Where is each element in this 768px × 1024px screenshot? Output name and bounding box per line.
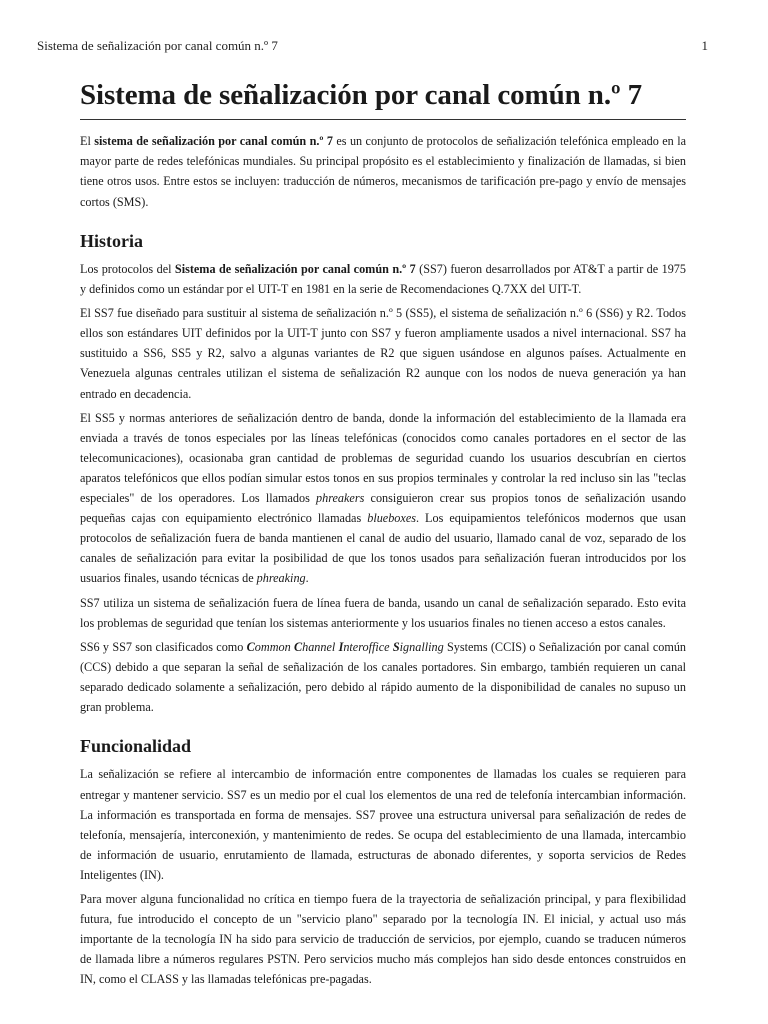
running-header <box>37 38 708 54</box>
article-body <box>80 77 686 994</box>
text-run: es un conjunto de protocolos de señalización telefónica empleado en la mayor parte de redes telefónicas mundiales. Su principal propósito es el establecimiento y finalización de llamadas, si bien tiene otros usos. Entre estos se incluyen: traducción de números, mecanismos de tarificación pre-pago y envío de mensajes cortos (SMS). <box>80 134 686 209</box>
historia-paragraph-3 <box>80 408 686 589</box>
text-run: consiguieron crear sus propios tonos de señalización usando pequeñas cajas con equipamiento electrónico llamadas <box>80 491 686 526</box>
funcionalidad-paragraph-2: Para mover alguna funcionalidad no crítica en tiempo fuera de la trayectoria de señalización principal, y para flexibilidad futura, fue introducido el concepto de un "servicio plano" separado por la tecnología IN. El inicial, y actual uso más importante de la tecnología IN ha sido para servicio de traducción de servicios, por ejemplo, cuando se traducen números de llamada libre a números regulares PSTN. Pero servicios mucho más complejos han sido desde entonces construidos en IN, como el CLASS y las llamadas telefónicas pre-pagadas. <box>80 892 686 987</box>
acronym-letter: I <box>338 639 344 654</box>
historia-paragraph-4: SS7 utiliza un sistema de señalización fuera de línea fuera de banda, usando un canal de señalización separado. Esto evita los problemas de seguridad que tenían los sistemas anteriormente y los usuarios finales no tienen acceso a estos canales. <box>80 595 686 630</box>
bold-term: sistema de señalización por canal común n.º 7 <box>94 134 333 149</box>
acronym-rest: hannel <box>302 639 339 654</box>
text-run: Systems (CCIS) o Señalización por canal común (CCS) debido a que separan la señal de señalización de los canales portadores. Sin embargo, también requieren un canal separado dedicado solamente a señalización, pero debido al rápido aumento de la disponibilidad de canales no supuso un gran problema. <box>80 639 687 714</box>
text-run: El <box>80 134 95 149</box>
historia-paragraph-2: El SS7 fue diseñado para sustituir al sistema de señalización n.º 5 (SS5), el sistema de señalización n.º 6 (SS6) y R2. Todos ellos son estándares UIT definidos por la UIT-T junto con SS7 y fueron ampliamente usados a nivel internacional. SS7 ha sustituido a SS6, SS5 y R2, salvo a algunas variantes de R2 que siguen usándose en algunos países. Actualmente en Venezuela algunas centrales utilizan el sistema de señalización R2 aunque con los nodos de nueva generación ya han entrado en decadencia. <box>80 306 686 401</box>
section-heading-historia: Historia <box>80 230 143 251</box>
historia-paragraph-1 <box>80 259 686 299</box>
historia-paragraph-5 <box>80 637 686 717</box>
italic-term: phreaking <box>256 571 306 586</box>
text-run: . Los equipamientos telefónicos modernos que usan protocolos de señalización fuera de banda mantienen el canal de audio del usuario, llamado canal de voz, separado de los canales de señalización para evitar la posibilidad de que los tonos usados para señalización fueran introducidos por los usuarios finales, usando técnicas de <box>80 511 686 586</box>
italic-term: phreakers <box>316 491 365 506</box>
text-run: (SS7) fueron desarrollados por AT&T a partir de 1975 y definidos como un estándar por el UIT-T en 1981 en la serie de Recomendaciones Q.7XX del UIT-T. <box>80 262 686 297</box>
funcionalidad-paragraph-1: La señalización se refiere al intercambio de información entre componentes de llamadas los cuales se requieren para entregar y mantener servicio. SS7 es un medio por el cual los elementos de una red de telefonía intercambian información. La información es transportada en forma de mensajes. SS7 provee una estructura universal para señalización de redes de telefonía, mensajería, interconexión, y mantenimiento de redes. Se ocupa del establecimiento de una llamada, intercambio de información de usuario, enrutamiento de llamada, estructuras de abonado diferentes, y soporta servicios de Redes Inteligentes (IN). <box>80 767 686 882</box>
text-run: El SS5 y normas anteriores de señalización dentro de banda, donde la información del establecimiento de la llamada era enviada a través de tonos especiales por las líneas telefónicas (conocidos como canales portadores en el sector de las telecomunicaciones), ocasionaba gran cantidad de problemas de seguridad cuando los usuarios descubrían en ciertos aparatos telefónicos que ellos podían simular estos tonos en sus propios terminales y controlar la red incluso sin las "teclas especiales" de los operadores. Los llamados <box>80 410 686 506</box>
acronym-rest: ommon <box>254 639 294 654</box>
italic-term: blueboxes <box>367 511 416 526</box>
acronym-letter: S <box>392 639 400 654</box>
text-run: . <box>305 571 309 586</box>
text-run: Los protocolos del <box>80 262 175 277</box>
acronym-letter: C <box>246 639 255 654</box>
running-title: Sistema de señalización por canal común n.º 7 <box>37 38 278 53</box>
acronym-letter: C <box>293 639 303 654</box>
page-number: 1 <box>701 38 708 53</box>
acronym-rest: ignalling <box>399 639 444 654</box>
page-title: Sistema de señalización por canal común n.º 7 <box>80 77 686 120</box>
section-heading-funcionalidad: Funcionalidad <box>80 736 192 757</box>
intro-paragraph <box>80 131 686 211</box>
acronym-rest: nteroffice <box>343 639 393 654</box>
bold-term: Sistema de señalización por canal común n.º 7 <box>174 262 416 277</box>
text-run: SS6 y SS7 son clasificados como <box>80 639 247 654</box>
